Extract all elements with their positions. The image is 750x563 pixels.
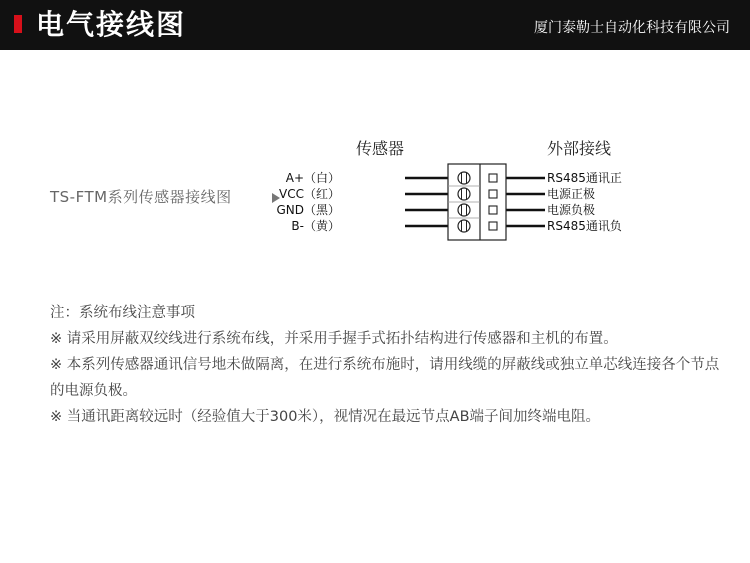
terminal-block-diagram [400, 160, 550, 242]
red-square-marker [14, 15, 22, 33]
socket-icon [489, 206, 497, 214]
screw-icon [458, 220, 470, 232]
screw-icon [458, 188, 470, 200]
external-wire-label: RS485通讯正 [547, 171, 622, 185]
sensor-terminal-label: GND（黑） [276, 203, 340, 217]
socket-icon [489, 222, 497, 230]
socket-icon [489, 174, 497, 182]
notes-title: 注：系统布线注意事项 [50, 305, 195, 321]
external-wire-label: RS485通讯负 [547, 219, 622, 233]
socket-icon [489, 190, 497, 198]
sensor-heading: 传感器 [356, 139, 405, 158]
external-wire-label: 电源负极 [547, 203, 596, 217]
screw-icon [458, 172, 470, 184]
sensor-terminal-label: A+（白） [285, 171, 340, 185]
sensor-terminal-label: B-（黄） [291, 219, 340, 233]
external-wiring-heading: 外部接线 [547, 139, 612, 158]
note-item: ※ 当通讯距离较远时（经验值大于300米），视情况在最远节点AB端子间加终端电阻。 [50, 409, 601, 425]
notes-section [50, 300, 720, 430]
external-wire-label: 电源正极 [547, 187, 596, 201]
company-name: 厦门泰勒士自动化科技有限公司 [534, 20, 730, 36]
figure-label: TS-FTM系列传感器接线图 [50, 188, 232, 206]
sensor-terminal-label: VCC（红） [279, 187, 340, 201]
screw-icon [458, 204, 470, 216]
header-bar [0, 0, 750, 50]
note-item: ※ 本系列传感器通讯信号地未做隔离，在进行系统布施时，请用线缆的屏蔽线或独立单芯线连接各个节点的电源负极。 [50, 357, 720, 399]
note-item: ※ 请采用屏蔽双绞线进行系统布线，并采用手握手式拓扑结构进行传感器和主机的布置。 [50, 331, 618, 347]
page-title: 电气接线图 [36, 8, 187, 41]
